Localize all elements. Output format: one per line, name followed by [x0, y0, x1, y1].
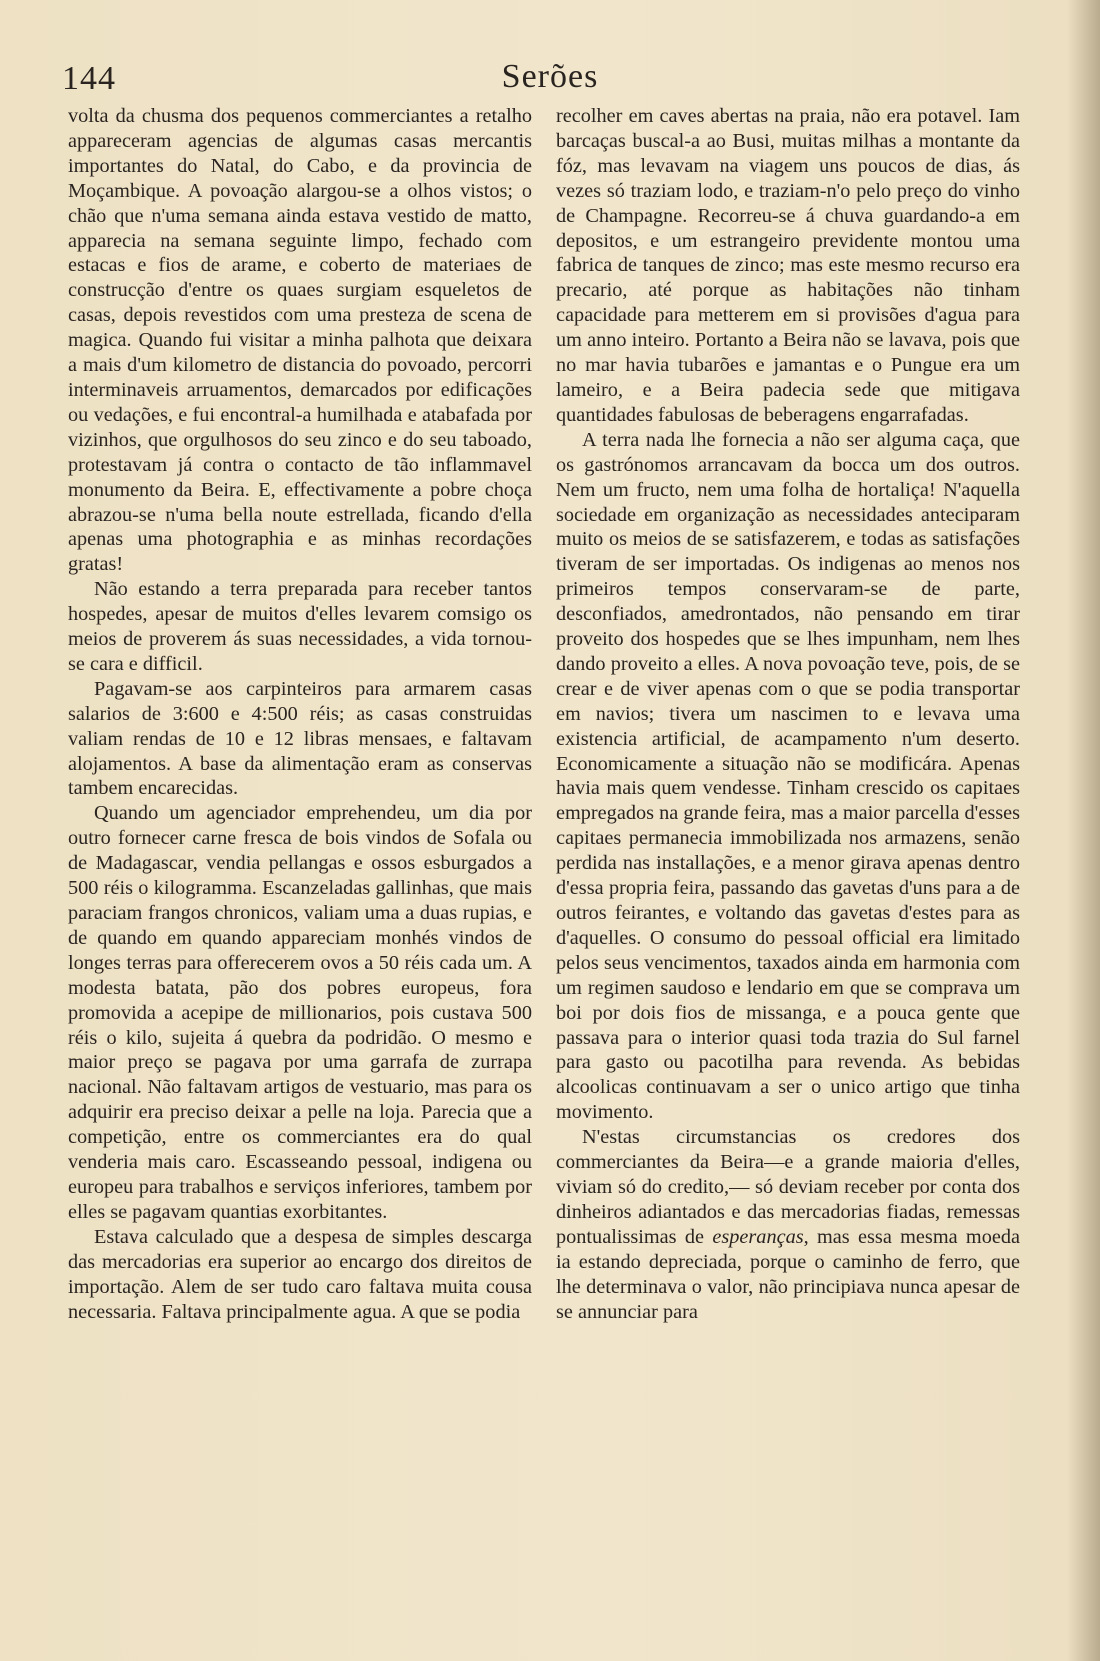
- paragraph: [556, 1125, 1020, 1324]
- paragraph: A terra nada lhe fornecia a não ser alguma caça, que os gastrónomos arrancavam da bocca um dos outros. Nem um fructo, nem uma folha de hortaliça! N'aquella sociedade em organização as necessidades anteciparam muito os meios de se satisfazerem, e todas as satisfações tiveram de ser importadas. Os indigenas ao menos nos primeiros tempos conservaram-se de parte, desconfiados, amedrontados, não pensando em tirar proveito dos hospedes que se lhes impunham, nem lhes dando proveito a elles. A nova povoação teve, pois, de se crear e de viver apenas com o que se podia transportar em navios; tivera um nascimen to e levava uma existencia artificial, de acampamento n'um deserto. Economicamente a situação não se modificára. Apenas havia mais quem vendesse. Tinham crescido os capitaes empregados na grande feira, mas a maior parcella d'esses capitaes permanecia immobilizada nos armazens, senão perdida nas installações, e a menor girava apenas dentro d'essa propria feira, passando das gavetas d'uns para a de outros feirantes, e voltando das gavetas d'estes para as d'aquelles. O consumo do pessoal official era limitado pelos seus vencimentos, taxados ainda em harmonia com um regimen saudoso e lendario em que se comprava um boi por dois fios de missanga, e a pouca gente que passava para o interior quasi toda trazia do Sul farnel para gasto ou pacotilha para revenda. As bebidas alcoolicas continuavam a ser o unico artigo que tinha movimento.: [556, 428, 1020, 1124]
- paragraph: Estava calculado que a despesa de simples descarga das mercadorias era superior ao encargo dos direitos de importação. Alem de ser tudo caro faltava muita cousa necessaria. Faltava principalmente agua. A que se podia: [68, 1225, 532, 1323]
- paragraph-text: N'estas circumstancias os credores dos commerciantes da Beira—e a grande maioria d'elles, viviam só do credito,— só deviam receber por conta dos dinheiros adiantados e das mercadorias fiadas, remessas pontualissimas de: [556, 1126, 1020, 1248]
- paragraph: Quando um agenciador emprehendeu, um dia por outro fornecer carne fresca de bois vindos de Sofala ou de Madagascar, vendia pellangas e ossos esburgados a 500 réis o kilogramma. Escanzeladas gallinhas, que mais paraciam frangos chronicos, valiam uma a duas rupias, e de quando em quando appareciam monhés vindos de longes terras para offerecerem ovos a 50 réis cada um. A modesta batata, pão dos pobres europeus, fora promovida a acepipe de millionarios, pois custava 500 réis o kilo, sujeita á quebra da podridão. O mesmo e maior preço se pagava por uma garrafa de zurrapa nacional. Não faltavam artigos de vestuario, mas para os adquirir era preciso deixar a pelle na loja. Parecia que a competição, entre os commerciantes era do qual venderia mais caro. Escasseando pessoal, indigena ou europeu para trabalhos e serviços inferiores, tambem por elles se pagavam quantias exorbitantes.: [68, 802, 532, 1223]
- running-head-title: Serões: [501, 58, 599, 95]
- right-column: [556, 104, 1020, 1324]
- page-number: 144: [62, 60, 116, 97]
- italic-word: esperanças: [712, 1225, 804, 1248]
- paragraph: Pagavam-se aos carpinteiros para armarem casas salarios de 3:600 e 4:500 réis; as casas construidas valiam rendas de 10 e 12 libras mensaes, e faltavam alojamentos. A base da alimentação eram as conservas tambem encarecidas.: [68, 677, 532, 800]
- paragraph: Não estando a terra preparada para receber tantos hospedes, apesar de muitos d'elles levarem comsigo os meios de proverem ás suas necessidades, a vida tornou-se cara e difficil.: [68, 578, 532, 675]
- paragraph-text: , mas essa mesma moeda ia estando depreciada, porque o caminho de ferro, que lhe determinava o valor, não principiava nunca apesar de se annunciar para: [556, 1225, 1020, 1323]
- paragraph: volta da chusma dos pequenos commerciantes a retalho appareceram agencias de algumas casas mercantis importantes do Natal, do Cabo, e da provincia de Moçambique. A povoação alargou-se a olhos vistos; o chão que n'uma semana ainda estava vestido de matto, apparecia na semana seguinte limpo, fechado com estacas e fios de arame, e coberto de materiaes de construcção d'entre os quaes surgiam esqueletos de casas, depois revestidos com uma presteza de scena de magica. Quando fui visitar a minha palhota que deixara a mais d'um kilometro de distancia do povoado, percorri interminaveis arruamentos, demarcados por edificações ou vedações, e fui encontral-a humilhada e atabafada por vizinhos, que orgulhosos do seu zinco e do seu taboado, protestavam já contra o contacto de tão inflammavel monumento da Beira. E, effectivamente a pobre choça abrazou-se n'uma bella noute estrellada, ficando d'ella apenas uma photographia e as minhas recordações gratas!: [68, 105, 532, 576]
- paragraph: recolher em caves abertas na praia, não era potavel. Iam barcaças buscal-a ao Busi, muitas milhas a montante da fóz, mas levavam na viagem uns poucos de dias, ás vezes só traziam lodo, e traziam-n'o pelo preço do vinho de Champagne. Recorreu-se á chuva guardando-a em depositos, e um estrangeiro previdente montou uma fabrica de tanques de zinco; mas este mesmo recurso era precario, até porque as habitações não tinham capacidade para metterem em si provisões d'agua para um anno inteiro. Portanto a Beira não se lavava, pois que no mar havia tubarões e jamantas e o Pungue era um lameiro, e a Beira padecia sede que mitigava quantidades fabulosas de beberagens engarrafadas.: [556, 105, 1020, 426]
- left-column: [68, 104, 532, 1324]
